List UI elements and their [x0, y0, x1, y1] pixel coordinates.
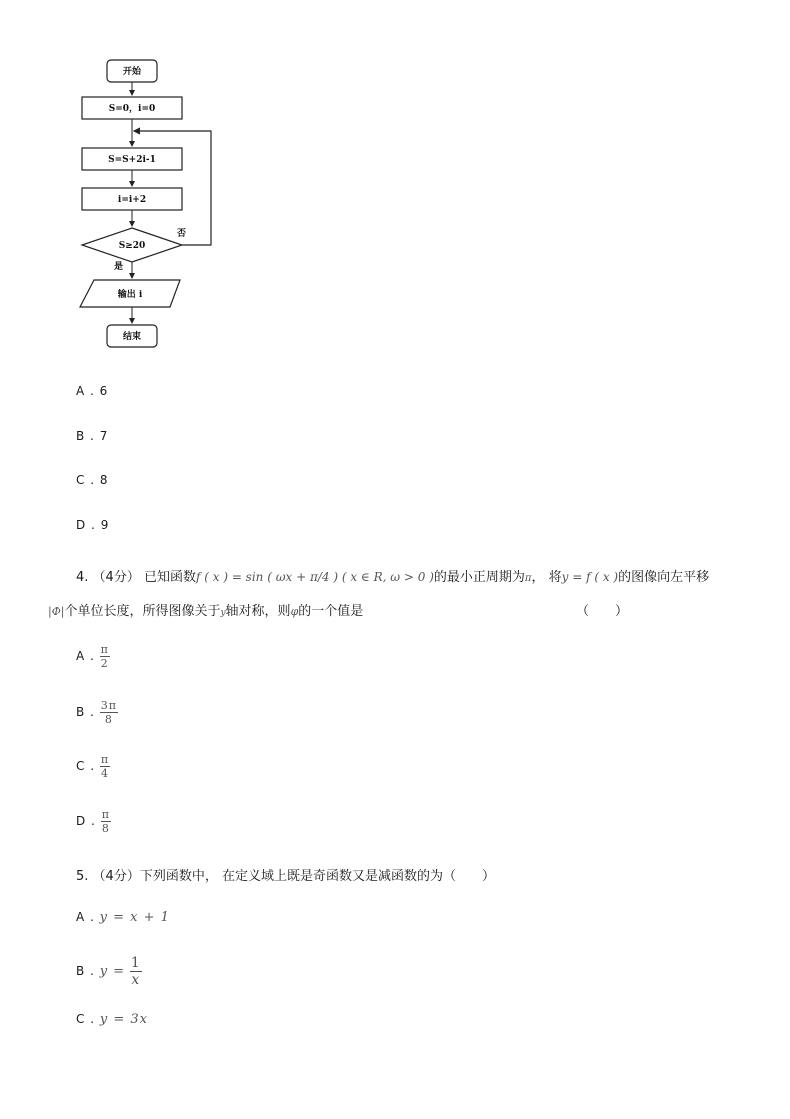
- option-letter: D .: [76, 814, 96, 828]
- q4-text: 已知函数: [143, 570, 196, 585]
- q5-option-a[interactable]: [76, 910, 170, 925]
- option-fraction: [100, 644, 110, 669]
- fraction-denominator: 2: [100, 657, 109, 670]
- q4-stem-line1: [76, 566, 709, 585]
- question-score: （4分）: [92, 570, 140, 585]
- fraction-denominator: 8: [101, 822, 110, 835]
- option-formula: y = x + 1: [99, 910, 170, 925]
- fraction-denominator: 4: [100, 767, 109, 780]
- option-formula: y =: [99, 964, 126, 979]
- fraction-numerator: π: [100, 643, 109, 656]
- q4-text: 的图像向左平移: [618, 570, 710, 585]
- question-number: 5.: [76, 869, 89, 884]
- option-fraction: [100, 754, 110, 779]
- pi-symbol: π: [524, 573, 532, 584]
- flow-step1-label: S=S+2i-1: [108, 155, 156, 165]
- q5-option-b[interactable]: [76, 956, 142, 987]
- flow-yes-label: 是: [114, 262, 124, 272]
- option-letter: C .: [76, 473, 96, 487]
- option-value: 7: [99, 429, 109, 443]
- q4-formula-y: y = f ( x ): [561, 570, 619, 584]
- q5-option-c[interactable]: [76, 1012, 148, 1027]
- q4-text: 个单位长度，所得图像关于: [64, 604, 221, 619]
- option-fraction: [101, 809, 111, 834]
- q4-text: ， 将: [531, 570, 562, 585]
- option-letter: B .: [76, 429, 95, 443]
- option-letter: B .: [76, 705, 95, 719]
- q3-option-a[interactable]: [76, 384, 108, 398]
- flow-end-label: 结束: [122, 332, 142, 342]
- flowchart: [70, 55, 230, 355]
- fraction-numerator: π: [101, 808, 110, 821]
- q4-option-c[interactable]: [76, 754, 110, 779]
- q4-answer-blank: （ ）: [576, 604, 629, 619]
- q4-option-d[interactable]: [76, 809, 111, 834]
- option-letter: B .: [76, 964, 95, 978]
- flow-condition-label: S≥20: [118, 241, 146, 251]
- flow-no-label: 否: [177, 229, 187, 239]
- question-score: （4分）: [92, 869, 140, 884]
- option-letter: A .: [76, 384, 95, 398]
- question-number: 4.: [76, 570, 89, 585]
- option-formula: y = 3x: [99, 1012, 148, 1027]
- q3-option-b[interactable]: [76, 429, 108, 443]
- q4-text: 的最小正周期为: [433, 570, 525, 585]
- flow-start-label: 开始: [122, 67, 142, 77]
- q4-stem-line2: [48, 600, 363, 619]
- q4-text: 的一个值是: [298, 604, 364, 619]
- flow-init-label: S=0，i=0: [108, 104, 156, 114]
- option-fraction: [130, 956, 142, 987]
- option-value: 6: [99, 384, 109, 398]
- q4-option-b[interactable]: [76, 700, 118, 725]
- option-letter: C .: [76, 759, 96, 773]
- flow-step2-label: i=i+2: [117, 195, 147, 205]
- option-value: 9: [100, 518, 110, 532]
- q5-stem: [76, 865, 495, 884]
- q4-option-a[interactable]: [76, 644, 110, 669]
- option-fraction: [100, 700, 118, 725]
- q3-option-d[interactable]: [76, 518, 109, 532]
- phi-symbol: φ: [290, 605, 299, 618]
- fraction-numerator: 3π: [100, 699, 117, 712]
- option-letter: A .: [76, 649, 95, 663]
- phi-abs-symbol: |Φ|: [48, 605, 65, 618]
- fraction-numerator: 1: [130, 955, 141, 971]
- option-value: 8: [99, 473, 109, 487]
- fraction-denominator: 8: [104, 713, 113, 726]
- option-letter: C .: [76, 1012, 96, 1026]
- y-symbol: y: [220, 608, 226, 618]
- option-letter: D .: [76, 518, 96, 532]
- q4-formula-f: f ( x ) = sin ( ωx + π/4 ) ( x ∈ R, ω > 0 ): [195, 570, 434, 584]
- q5-text: 下列函数中， 在定义域上既是奇函数又是减函数的为（ ）: [139, 869, 495, 884]
- q3-option-c[interactable]: [76, 473, 108, 487]
- flow-output-label: 输出 i: [117, 290, 143, 300]
- fraction-denominator: x: [131, 972, 141, 988]
- option-letter: A .: [76, 910, 95, 924]
- q4-text: 轴对称，则: [225, 604, 291, 619]
- fraction-numerator: π: [100, 753, 110, 766]
